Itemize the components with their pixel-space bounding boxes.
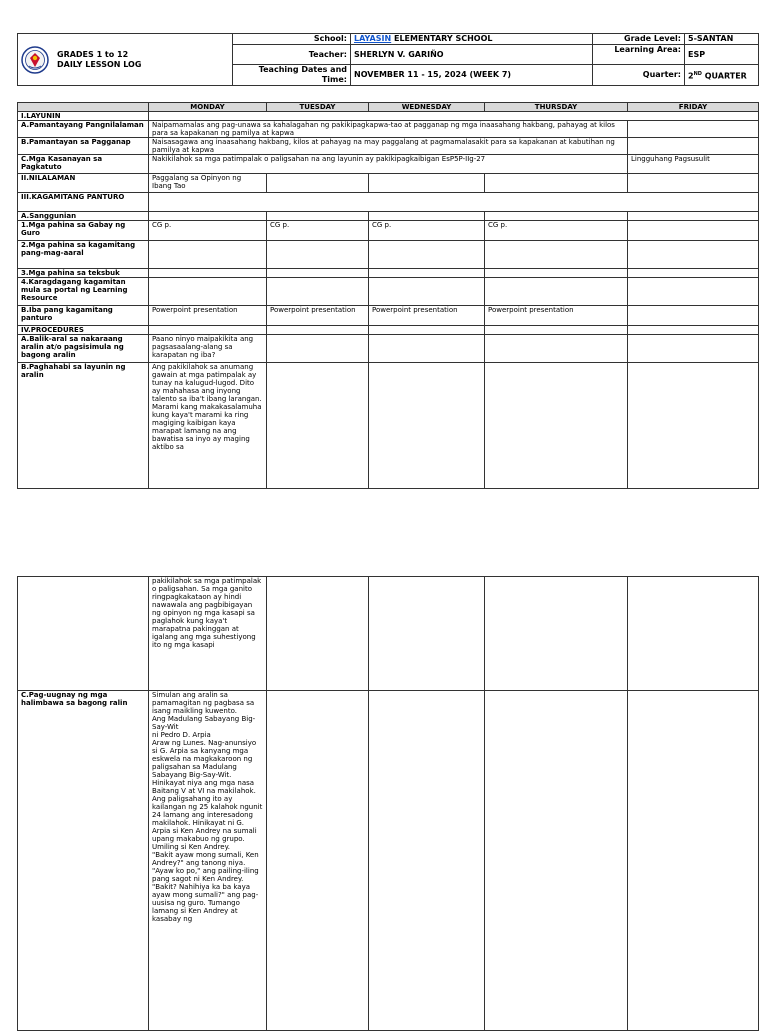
row-iba-label: B.Iba pang kagamitang panturo (18, 306, 149, 326)
row-iba-wednesday: Powerpoint presentation (369, 306, 485, 326)
day-header-thursday: THURSDAY (485, 103, 628, 112)
row-pagganap-label: B.Pamantayan sa Pagganap (18, 138, 149, 155)
lesson-log-table (17, 102, 759, 489)
row-iba-friday (628, 306, 759, 326)
grade-value: 5-SANTAN (685, 34, 759, 45)
row-karagdagang-friday (628, 278, 759, 306)
row-nilalaman-tuesday (267, 174, 369, 193)
row-teksbuk-label: 3.Mga pahina sa teksbuk (18, 269, 149, 278)
row-teksbuk-friday (628, 269, 759, 278)
row-gabay-thursday: CG p. (485, 221, 628, 241)
row-balik-thursday (485, 335, 628, 363)
learning-area-label: Learning Area: (593, 45, 685, 65)
grade-label: Grade Level: (593, 34, 685, 45)
row-sanggunian-wednesday (369, 212, 485, 221)
quarter-rest: QUARTER (701, 71, 747, 81)
row-paguugnay-monday: Simulan ang aralin sa pamamagitan ng pagbasa sa isang maikling kuwento. Ang Madulang Sabayang Big-Say-Wit ni Pedro D. Arpia Araw ng Lunes. Nag-anunsiyo si G. Arpia sa kanyang mga eskwela na magkakaroon ng paligsahan sa Madulang Sabayang Big-Say-Wit. Hinikayat niya ang mga nasa Baitang V at VI na makilahok. Ang paligsahang ito ay kailangan ng 25 kalahok ngunit 24 lamang ang interesadong makilahok. Hinikayat ni G. Arpia si Ken Andrey na sumali upang makabuo ng grupo. Umiling si Ken Andrey. "Bakit ayaw mong sumali, Ken Andrey?" ang tanong niya. "Ayaw ko po," ang pailing-iling pang sagot ni Ken Andrey. "Bakit? Nahihiya ka ba kaya ayaw mong sumali?" ang pag- uusisa ng guro. Tumango lamang si Ken Andrey at kasabay ng (149, 691, 267, 1031)
row-gabay-friday (628, 221, 759, 241)
row-pamantayang-text: Naipamamalas ang pag-unawa sa kahalagahan ng pakikipagkapwa-tao at pagganap ng mga inaasahang hakbang, pahayag at kilos para sa kapakanan ng pamilya at kapwa (149, 121, 628, 138)
row-paguugnay-tuesday (267, 691, 369, 1031)
row-nilalaman-monday: Paggalang sa Opinyon ng Ibang Tao (149, 174, 267, 193)
row-balik-monday: Paano ninyo maipakikita ang pagsasaalang-alang sa karapatan ng iba? (149, 335, 267, 363)
dates-value: NOVEMBER 11 - 15, 2024 (WEEK 7) (351, 65, 593, 86)
quarter-value (685, 65, 759, 86)
school-label: School: (233, 34, 351, 45)
row-balik-wednesday (369, 335, 485, 363)
row-sanggunian-monday (149, 212, 267, 221)
continued-wednesday (369, 577, 485, 691)
row-teksbuk-wednesday (369, 269, 485, 278)
row-paghahabi-thursday (485, 363, 628, 489)
row-iba-thursday: Powerpoint presentation (485, 306, 628, 326)
row-gabay-tuesday: CG p. (267, 221, 369, 241)
row-balik-friday (628, 335, 759, 363)
row-magaaral-label: 2.Mga pahina sa kagamitang pang-mag-aaral (18, 241, 149, 269)
day-header-friday: FRIDAY (628, 103, 759, 112)
row-sanggunian-tuesday (267, 212, 369, 221)
section-layunin: I.LAYUNIN (18, 112, 149, 121)
row-gabay-label: 1.Mga pahina sa Gabay ng Guro (18, 221, 149, 241)
row-pamantayang-label: A.Pamantayang Pangnilalaman (18, 121, 149, 138)
row-paghahabi-tuesday (267, 363, 369, 489)
quarter-number: 2 (688, 71, 694, 81)
row-magaaral-monday (149, 241, 267, 269)
continued-tuesday (267, 577, 369, 691)
continued-friday (628, 577, 759, 691)
row-balik-tuesday (267, 335, 369, 363)
row-sanggunian-thursday (485, 212, 628, 221)
row-magaaral-friday (628, 241, 759, 269)
row-karagdagang-wednesday (369, 278, 485, 306)
teacher-label: Teacher: (233, 45, 351, 65)
quarter-label: Quarter: (593, 65, 685, 86)
row-gabay-wednesday: CG p. (369, 221, 485, 241)
deped-seal-icon (21, 46, 49, 74)
day-header-tuesday: TUESDAY (267, 103, 369, 112)
row-paghahabi-wednesday (369, 363, 485, 489)
day-header-monday: MONDAY (149, 103, 267, 112)
row-paghahabi-friday (628, 363, 759, 489)
row-pamantayang-friday (628, 121, 759, 138)
corner-header-cell (18, 103, 149, 112)
row-balik-label: A.Balik-aral sa nakaraang aralin at/o pagsisimula ng bagong aralin (18, 335, 149, 363)
row-paguugnay-label: C.Pag-uugnay ng mga halimbawa sa bagong ralin (18, 691, 149, 1031)
row-kasanayan-text: Nakikilahok sa mga patimpalak o paligsahan na ang layunin ay pakikipagkaibigan EsP5P-IIg-27 (149, 155, 628, 174)
row-kasanayan-friday: Lingguhang Pagsusulit (628, 155, 759, 174)
row-karagdagang-label: 4.Karagdagang kagamitan mula sa portal ng Learning Resource (18, 278, 149, 306)
row-pagganap-friday (628, 138, 759, 155)
row-sanggunian-label: A.Sanggunian (18, 212, 149, 221)
row-kasanayan-label: C.Mga Kasanayan sa Pagkatuto (18, 155, 149, 174)
row-paguugnay-wednesday (369, 691, 485, 1031)
row-procedures-wednesday (369, 326, 485, 335)
row-karagdagang-thursday (485, 278, 628, 306)
row-procedures-friday (628, 326, 759, 335)
teacher-value: SHERLYN V. GARIÑO (351, 45, 593, 65)
row-procedures-thursday (485, 326, 628, 335)
row-procedures-label: IV.PROCEDURES (18, 326, 149, 335)
continued-paghahabi-text: pakikilahok sa mga patimpalak o paligsahan. Sa mga ganito ringpagkakataon ay hindi nawawala ang pagbibigayan ng opinyon ng mga kasapi sa paglahok kung kaya't marapatna pakinggan at igalang ang mga suhestiyong ito ng mga kasapi (149, 577, 267, 691)
row-procedures-tuesday (267, 326, 369, 335)
school-value (351, 34, 593, 45)
row-kagamitan-empty (149, 193, 759, 212)
continued-thursday (485, 577, 628, 691)
continued-label-empty (18, 577, 149, 691)
row-nilalaman-thursday (485, 174, 628, 193)
row-nilalaman-wednesday (369, 174, 485, 193)
row-magaaral-tuesday (267, 241, 369, 269)
header-logo-cell (18, 34, 233, 86)
row-paghahabi-monday: Ang pakikilahok sa anumang gawain at mga patimpalak ay tunay na kalugud-lugod. Dito ay mahahasa ang inyong talento sa iba't ibang larangan. Marami kang makakasalamuha kung kaya't marami ka ring magiging kaibigan kaya marapat lamang na ang bawatisa sa inyo ay maging aktibo sa (149, 363, 267, 489)
row-paghahabi-label: B.Paghahabi sa layunin ng aralin (18, 363, 149, 489)
row-kagamitan-label: III.KAGAMITANG PANTURO (18, 193, 149, 212)
row-teksbuk-monday (149, 269, 267, 278)
row-iba-monday: Powerpoint presentation (149, 306, 267, 326)
school-link[interactable]: LAYASIN (354, 34, 392, 43)
row-paguugnay-friday (628, 691, 759, 1031)
day-header-wednesday: WEDNESDAY (369, 103, 485, 112)
row-karagdagang-tuesday (267, 278, 369, 306)
header-title-line1: GRADES 1 to 12 (57, 49, 129, 59)
row-iba-tuesday: Powerpoint presentation (267, 306, 369, 326)
row-sanggunian-friday (628, 212, 759, 221)
row-paguugnay-thursday (485, 691, 628, 1031)
row-nilalaman-label: II.NILALAMAN (18, 174, 149, 193)
school-name-rest: ELEMENTARY SCHOOL (391, 34, 493, 43)
row-procedures-monday (149, 326, 267, 335)
row-karagdagang-monday (149, 278, 267, 306)
header-table (17, 33, 759, 86)
lesson-log-table-continued (17, 576, 759, 1031)
header-title-line2: DAILY LESSON LOG (57, 59, 142, 69)
row-magaaral-wednesday (369, 241, 485, 269)
row-gabay-monday: CG p. (149, 221, 267, 241)
learning-area-value: ESP (685, 45, 759, 65)
quarter-suffix: ND (693, 70, 702, 77)
dates-label: Teaching Dates and Time: (233, 65, 351, 86)
row-pagganap-text: Naisasagawa ang inaasahang hakbang, kilos at pahayag na may paggalang at pagmamalasakit para sa kapakanan at kabutihan ng pamilya at kapwa (149, 138, 628, 155)
row-teksbuk-thursday (485, 269, 628, 278)
row-magaaral-thursday (485, 241, 628, 269)
layunin-empty (149, 112, 759, 121)
row-teksbuk-tuesday (267, 269, 369, 278)
row-nilalaman-friday (628, 174, 759, 193)
